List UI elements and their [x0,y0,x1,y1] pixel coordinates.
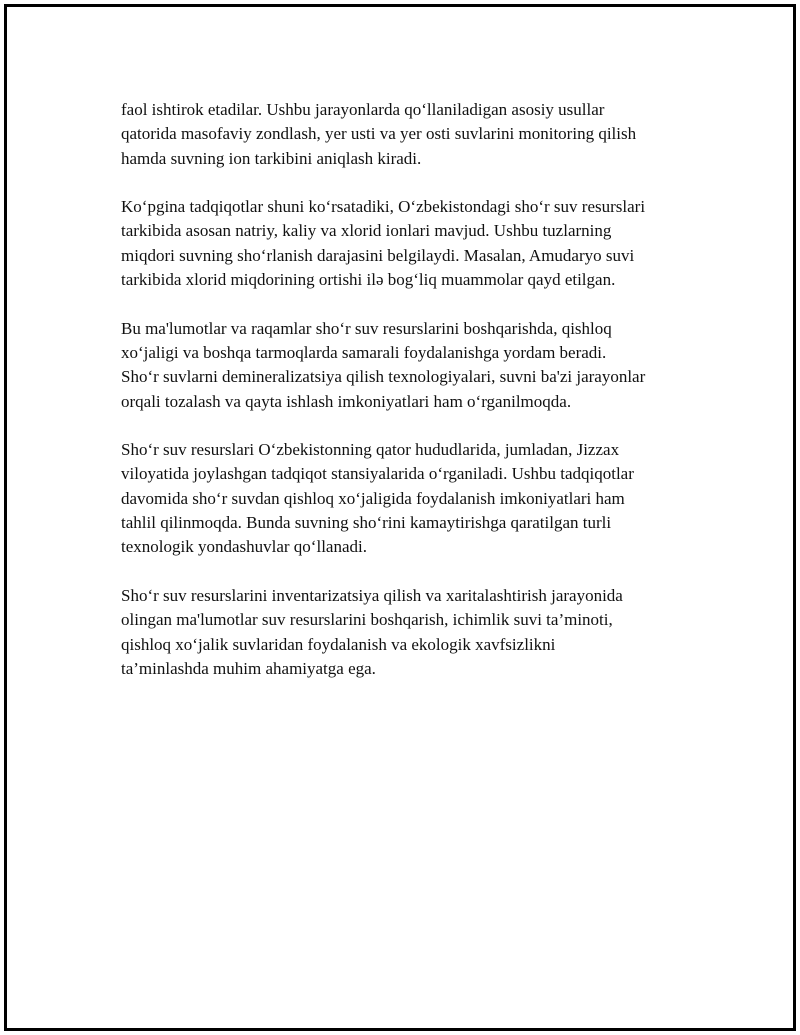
text-line: miqdori suvning sho‘rlanish darajasini belgilaydi. Masalan, Amudaryo suvi [121,245,635,265]
paragraph-2 [121,195,701,292]
text-line: texnologik yondashuvlar qo‘llanadi. [121,537,367,557]
text-line: faol ishtirok etadilar. Ushbu jarayonlarda qo‘llaniladigan asosiy usullar [121,100,605,119]
paragraph-4 [121,438,701,559]
text-line: davomida sho‘r suvdan qishloq xo‘jaligida foydalanish imkoniyatlari ham [121,488,625,508]
text-line: olingan ma'lumotlar suv resurslarini boshqarish, ichimlik suvi ta’minoti, [121,610,613,630]
paragraph-1 [121,98,701,171]
text-line: Ko‘pgina tadqiqotlar shuni ko‘rsatadiki, O‘zbekistondagi sho‘r suv resurslari [121,197,646,217]
text-line: tahlil qilinmoqda. Bunda suvning sho‘rini kamaytirishga qaratilgan turli [121,513,612,533]
text-line: hamda suvning ion tarkibini aniqlash kiradi. [121,148,422,168]
text-line: Sho‘r suvlarni demineralizatsiya qilish texnologiyalari, suvni ba'zi jarayonlar [121,367,646,387]
text-line: qatorida masofaviy zondlash, yer usti va yer osti suvlarini monitoring qilish [121,124,637,144]
text-line: orqali tozalash va qayta ishlash imkoniyatlari ham o‘rganilmoqda. [121,391,572,411]
text-line: ta’minlashda muhim ahamiyatga ega. [121,658,376,678]
text-line: qishloq xo‘jalik suvlaridan foydalanish va ekologik xavfsizlikni [121,634,556,654]
paragraph-3 [121,317,701,414]
text-line: viloyatida joylashgan tadqiqot stansiyalarida o‘rganiladi. Ushbu tadqiqotlar [121,464,634,484]
paragraph-5 [121,584,701,681]
text-line: Bu ma'lumotlar va raqamlar sho‘r suv resurslarini boshqarishda, qishloq [121,318,612,338]
text-line: tarkibida asosan natriy, kaliy va xlorid ionlari mavjud. Ushbu tuzlarning [121,221,612,241]
document-body [121,98,701,705]
text-line: Sho‘r suv resurslari O‘zbekistonning qator hududlarida, jumladan, Jizzax [121,440,620,460]
page-frame [4,4,796,1031]
text-line: tarkibida xlorid miqdorining ortishi ilə bog‘liq muammolar qayd etilgan. [121,270,616,290]
text-line: Sho‘r suv resurslarini inventarizatsiya qilish va xaritalashtirish jarayonida [121,585,623,605]
text-line: xo‘jaligi va boshqa tarmoqlarda samarali foydalanishga yordam beradi. [121,342,607,362]
